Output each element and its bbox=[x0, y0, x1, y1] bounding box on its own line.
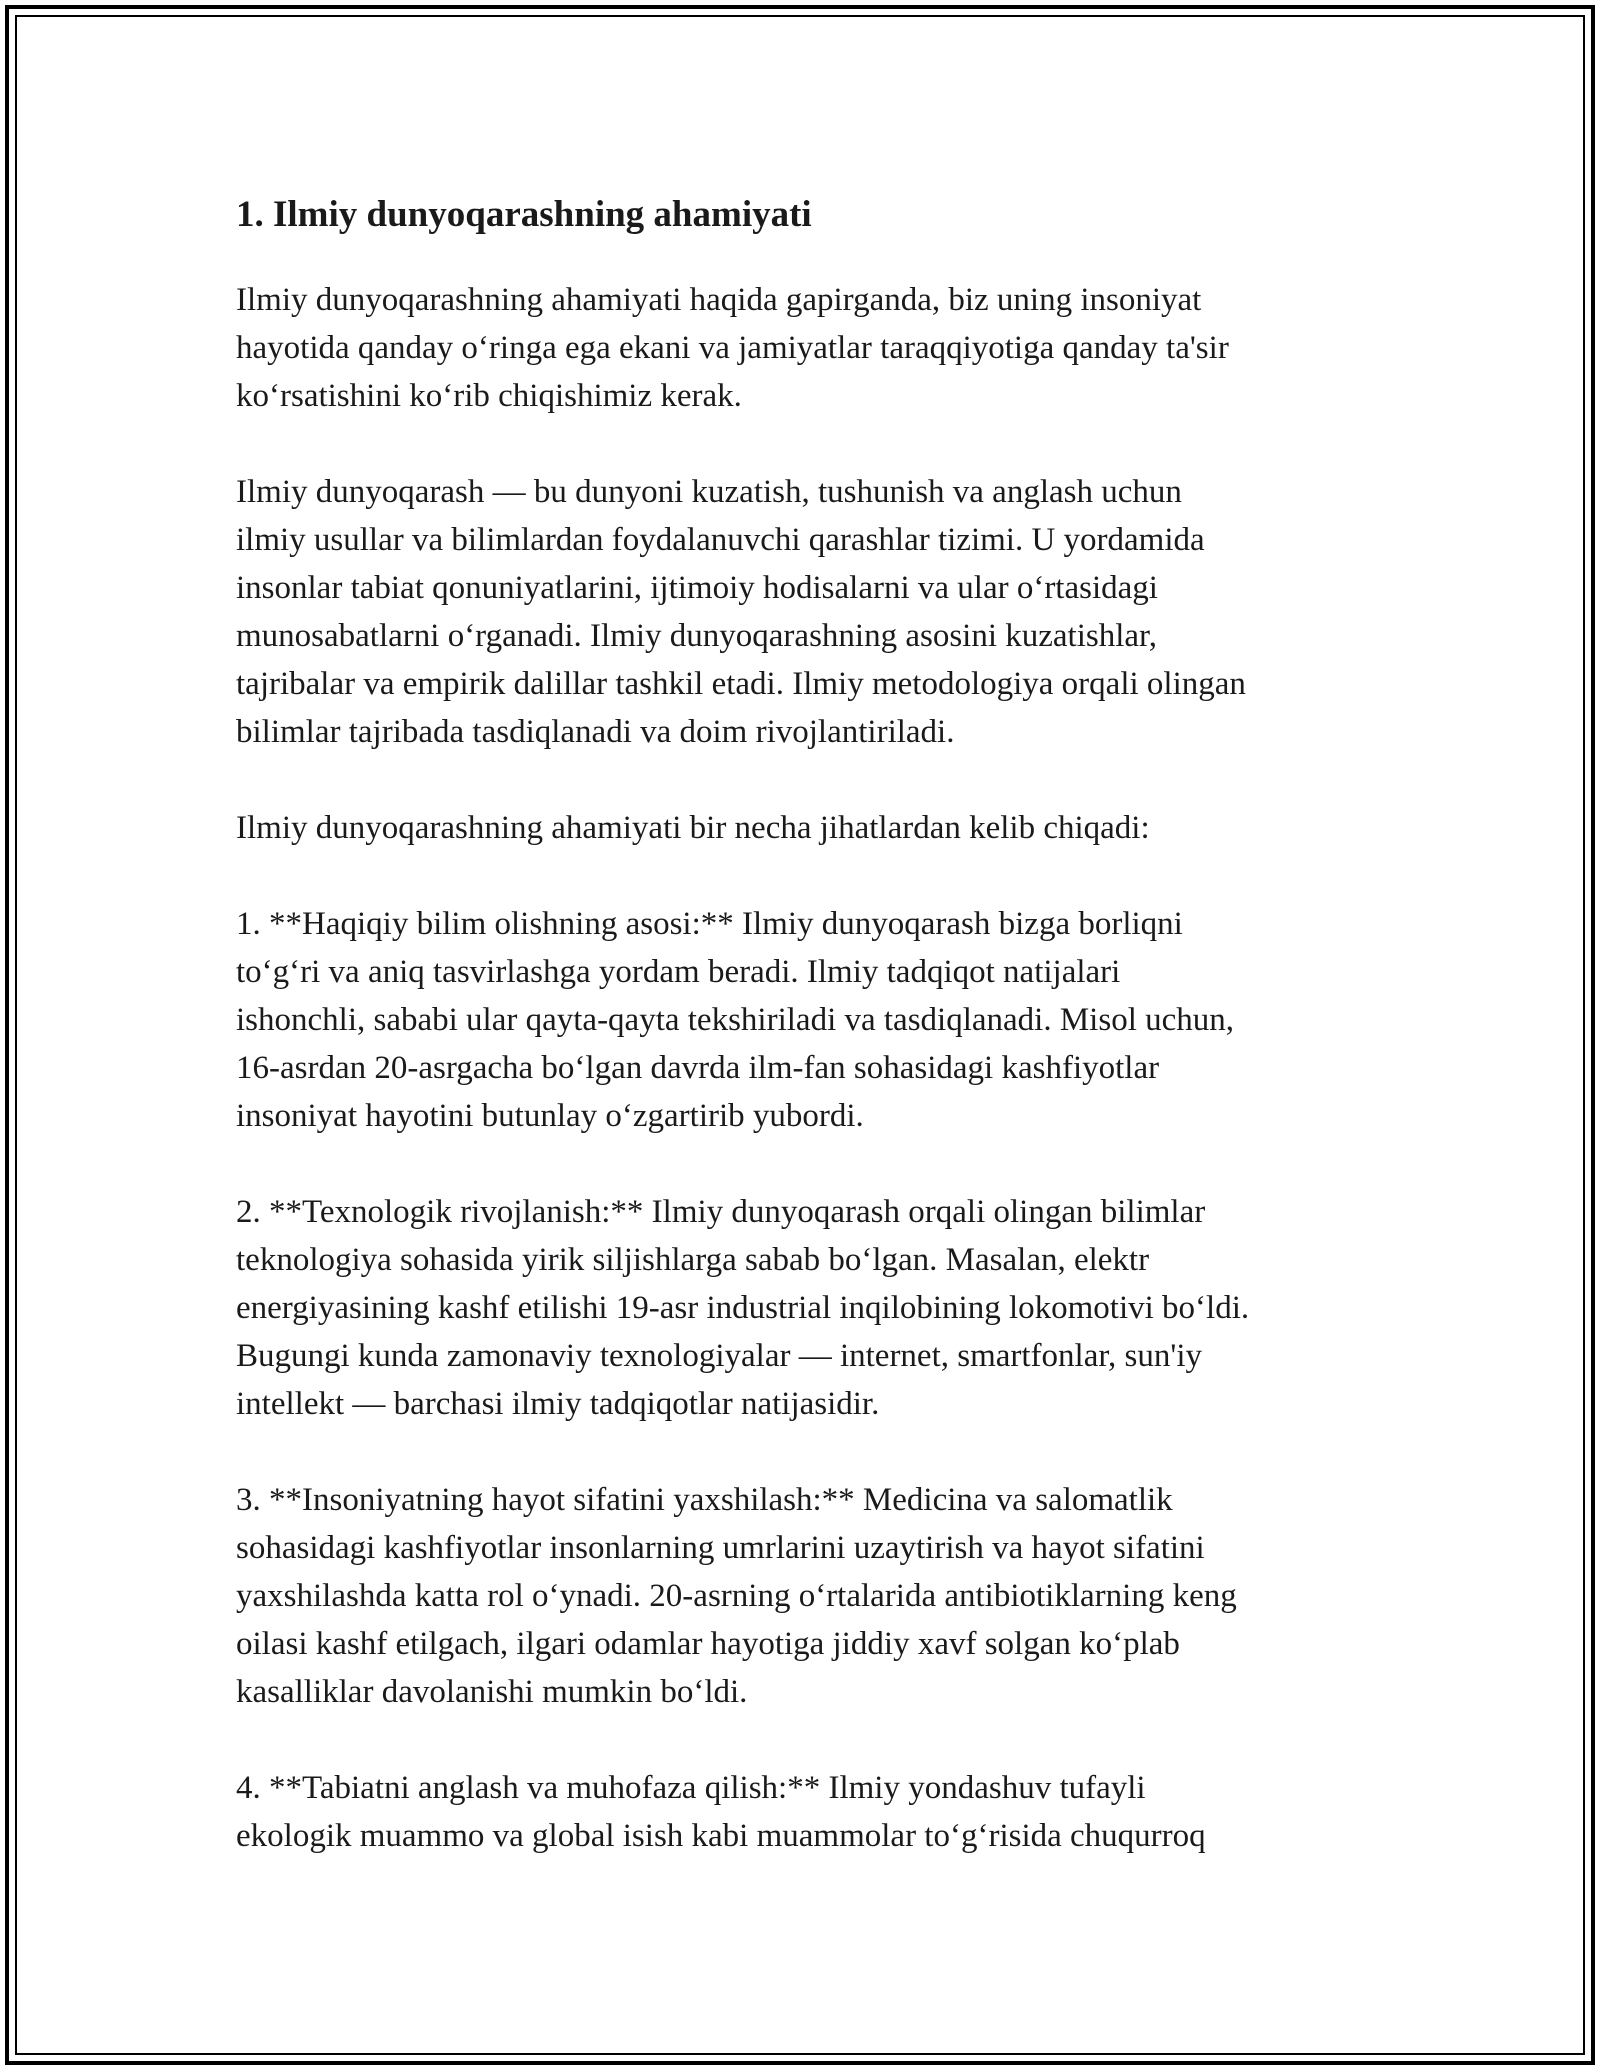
list-item-4: 4. **Tabiatni anglash va muhofaza qilish:** Ilmiy yondashuv tufayli ekologik muammo va global isish kabi muammolar to‘g‘risida chuqurroq bbox=[236, 1770, 1206, 1854]
document-title: 1. Ilmiy dunyoqarashning ahamiyati bbox=[236, 194, 812, 235]
paragraph-definition: Ilmiy dunyoqarash — bu dunyoni kuzatish, tushunish va anglash uchun ilmiy usullar va bilimlardan foydalanuvchi qarashlar tizimi. U yordamida insonlar tabiat qonuniyatlarini, ijtimoiy hodisalarni va ular o‘rtasidagi munosabatlarni o‘rganadi. Ilmiy dunyoqarashning asosini kuzatishlar, tajribalar va empirik dalillar tashkil etadi. Ilmiy metodologiya orqali olingan bilimlar tajribada tasdiqlanadi va doim rivojlantiriladi. bbox=[236, 474, 1246, 750]
paragraph-aspects-lead: Ilmiy dunyoqarashning ahamiyati bir necha jihatlardan kelib chiqadi: bbox=[236, 810, 1150, 846]
list-item-2: 2. **Texnologik rivojlanish:** Ilmiy dunyoqarash orqali olingan bilimlar teknologiya sohasida yirik siljishlarga sabab bo‘lgan. Masalan, elektr energiyasining kashf etilishi 19-asr industrial inqilobining lokomotivi bo‘ldi. Bugungi kunda zamonaviy texnologiyalar — internet, smartfonlar, sun'iy intellekt — barchasi ilmiy tadqiqotlar natijasidir. bbox=[236, 1194, 1250, 1422]
list-item-3: 3. **Insoniyatning hayot sifatini yaxshilash:** Medicina va salomatlik sohasidagi kashfiyotlar insonlarning umrlarini uzaytirish va hayot sifatini yaxshilashda katta rol o‘ynadi. 20-asrning o‘rtalarida antibiotiklarning keng oilasi kashf etilgach, ilgari odamlar hayotiga jiddiy xavf solgan ko‘plab kasalliklar davolanishi mumkin bo‘ldi. bbox=[236, 1482, 1237, 1710]
paragraph-intro: Ilmiy dunyoqarashning ahamiyati haqida gapirganda, biz uning insoniyat hayotida qanday o‘ringa ega ekani va jamiyatlar taraqqiyotiga qanday ta'sir ko‘rsatishini ko‘rib chiqishimiz kerak. bbox=[236, 282, 1229, 414]
document-body bbox=[236, 188, 1386, 1908]
list-item-1: 1. **Haqiqiy bilim olishning asosi:** Ilmiy dunyoqarash bizga borliqni to‘g‘ri va aniq tasvirlashga yordam beradi. Ilmiy tadqiqot natijalari ishonchli, sababi ular qayta-qayta tekshiriladi va tasdiqlanadi. Misol uchun, 16-asrdan 20-asrgacha bo‘lgan davrda ilm-fan sohasidagi kashfiyotlar insoniyat hayotini butunlay o‘zgartirib yubordi. bbox=[236, 906, 1235, 1134]
